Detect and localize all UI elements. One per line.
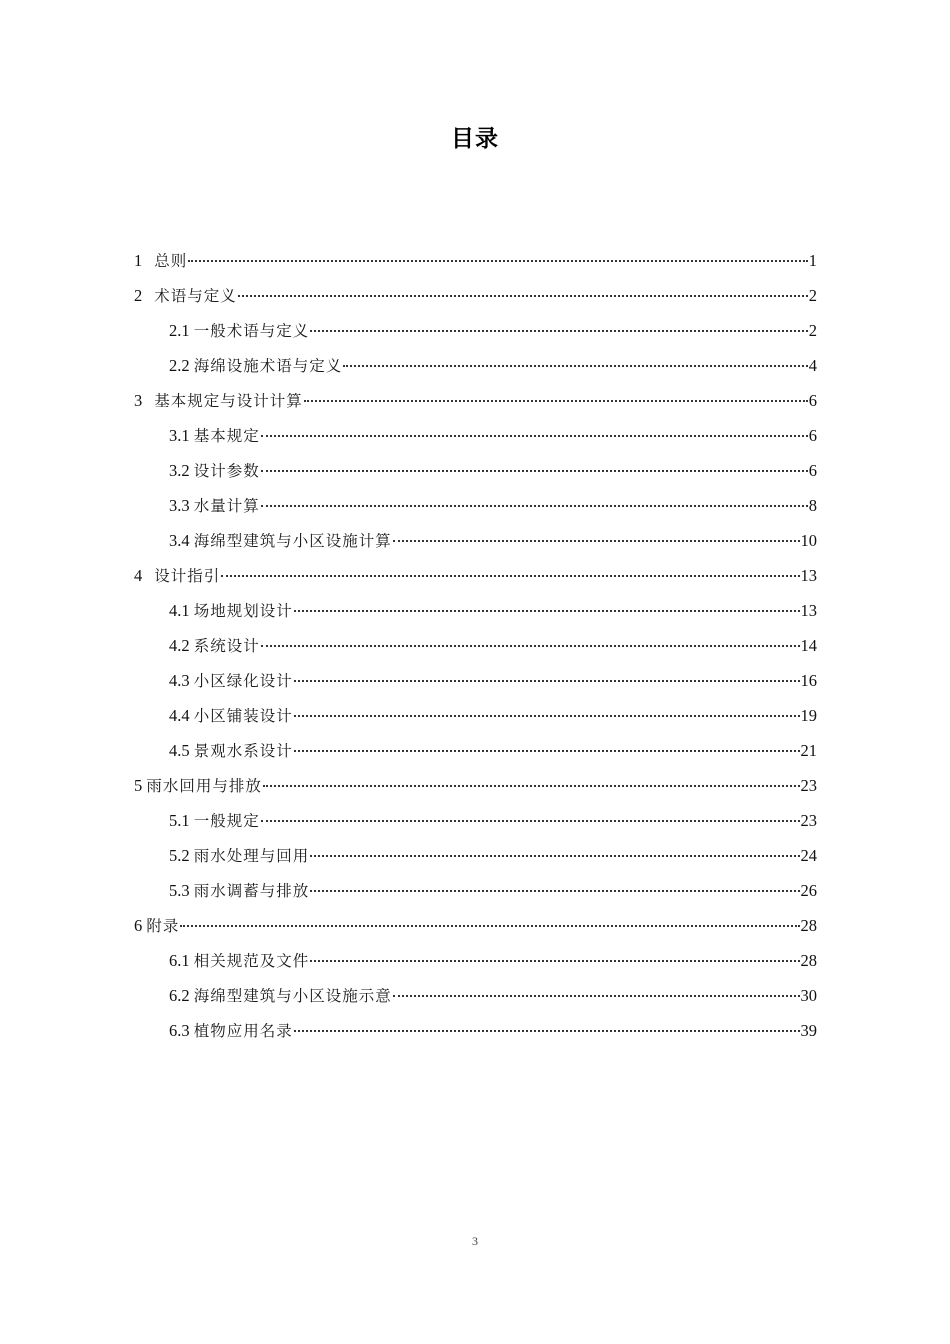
dot-leader [188, 260, 807, 262]
toc-entry[interactable] [134, 1018, 817, 1053]
toc-entry[interactable] [134, 913, 817, 948]
toc-entry[interactable] [134, 283, 817, 318]
dot-leader [294, 750, 800, 752]
toc-entry[interactable] [134, 878, 817, 913]
toc-entry-page: 2 [808, 286, 817, 305]
dot-leader [294, 1030, 800, 1032]
toc-entry-number: 3.1 [169, 426, 190, 445]
table-of-contents [134, 248, 817, 1053]
dot-leader [310, 330, 807, 332]
dot-leader [393, 995, 800, 997]
toc-entry-number: 6 [134, 916, 143, 935]
toc-entry-page: 6 [808, 391, 817, 410]
toc-entry-label: 场地规划设计 [193, 602, 293, 620]
toc-entry-label: 水量计算 [193, 497, 260, 515]
toc-entry-page: 6 [808, 426, 817, 445]
dot-leader [221, 575, 799, 577]
toc-entry-label: 小区绿化设计 [193, 672, 293, 690]
dot-leader [294, 610, 800, 612]
toc-entry-page: 21 [800, 741, 817, 760]
toc-entry-page: 8 [808, 496, 817, 515]
dot-leader [261, 435, 808, 437]
toc-entry-page: 4 [808, 356, 817, 375]
toc-entry-number: 1 [134, 251, 143, 270]
dot-leader [263, 785, 800, 787]
toc-entry-number: 2 [134, 286, 143, 305]
dot-leader [294, 715, 800, 717]
toc-entry-label: 基本规定与设计计算 [154, 392, 303, 410]
toc-entry[interactable] [134, 563, 817, 598]
dot-leader [261, 470, 808, 472]
dot-leader [261, 505, 808, 507]
toc-entry-number: 3.2 [169, 461, 190, 480]
toc-entry[interactable] [134, 633, 817, 668]
toc-entry-page: 10 [800, 531, 817, 550]
toc-entry-number: 2.1 [169, 321, 190, 340]
toc-entry-label: 雨水调蓄与排放 [193, 882, 310, 900]
toc-entry-label: 相关规范及文件 [193, 952, 310, 970]
toc-entry[interactable] [134, 423, 817, 458]
toc-entry-label: 基本规定 [193, 427, 260, 445]
dot-leader [238, 295, 808, 297]
toc-entry[interactable] [134, 493, 817, 528]
toc-entry[interactable] [134, 773, 817, 808]
dot-leader [310, 890, 799, 892]
toc-entry-label: 系统设计 [193, 637, 260, 655]
toc-entry-label: 雨水回用与排放 [146, 777, 262, 795]
toc-entry[interactable] [134, 808, 817, 843]
dot-leader [180, 925, 799, 927]
toc-entry-number: 3.4 [169, 531, 190, 550]
toc-entry-label: 海绵设施术语与定义 [193, 357, 343, 375]
toc-entry-label: 植物应用名录 [193, 1022, 293, 1040]
toc-entry-label: 术语与定义 [154, 287, 237, 305]
toc-entry-number: 4.2 [169, 636, 190, 655]
toc-entry-label: 总则 [154, 252, 188, 270]
toc-entry[interactable] [134, 668, 817, 703]
toc-entry-number: 4.1 [169, 601, 190, 620]
toc-entry-page: 26 [800, 881, 817, 900]
toc-entry-label: 雨水处理与回用 [193, 847, 310, 865]
toc-entry[interactable] [134, 248, 817, 283]
toc-entry-page: 14 [800, 636, 817, 655]
dot-leader [294, 680, 800, 682]
toc-entry-number: 3 [134, 391, 143, 410]
dot-leader [310, 960, 799, 962]
toc-entry-label: 海绵型建筑与小区设施计算 [193, 532, 392, 550]
toc-entry[interactable] [134, 703, 817, 738]
toc-entry-number: 5 [134, 776, 143, 795]
toc-entry-page: 23 [800, 776, 817, 795]
toc-entry-page: 13 [800, 601, 817, 620]
toc-entry-page: 6 [808, 461, 817, 480]
toc-entry-number: 4 [134, 566, 143, 585]
dot-leader [261, 645, 800, 647]
toc-entry-number: 4.5 [169, 741, 190, 760]
toc-entry[interactable] [134, 353, 817, 388]
dot-leader [261, 820, 800, 822]
toc-entry-number: 4.3 [169, 671, 190, 690]
toc-entry[interactable] [134, 458, 817, 493]
toc-entry-page: 16 [800, 671, 817, 690]
toc-entry[interactable] [134, 528, 817, 563]
dot-leader [393, 540, 800, 542]
toc-entry-number: 6.3 [169, 1021, 190, 1040]
toc-entry[interactable] [134, 738, 817, 773]
toc-entry-label: 一般术语与定义 [193, 322, 310, 340]
toc-entry-label: 一般规定 [193, 812, 260, 830]
dot-leader [343, 365, 807, 367]
toc-entry-label: 海绵型建筑与小区设施示意 [193, 987, 392, 1005]
toc-entry-page: 23 [800, 811, 817, 830]
toc-entry-page: 13 [800, 566, 817, 585]
toc-entry-label: 景观水系设计 [193, 742, 293, 760]
toc-entry-label: 附录 [146, 917, 180, 935]
toc-entry-number: 3.3 [169, 496, 190, 515]
toc-entry[interactable] [134, 983, 817, 1018]
page-number: 3 [472, 1234, 478, 1248]
toc-entry-number: 6.2 [169, 986, 190, 1005]
toc-entry-number: 5.1 [169, 811, 190, 830]
toc-entry-page: 19 [800, 706, 817, 725]
toc-entry-number: 5.2 [169, 846, 190, 865]
toc-entry-page: 30 [800, 986, 817, 1005]
toc-entry-page: 28 [800, 916, 817, 935]
toc-entry-number: 5.3 [169, 881, 190, 900]
toc-entry-label: 小区铺装设计 [193, 707, 293, 725]
toc-entry-page: 2 [808, 321, 817, 340]
toc-entry[interactable] [134, 318, 817, 353]
toc-entry[interactable] [134, 948, 817, 983]
toc-entry-page: 1 [808, 251, 817, 270]
toc-entry[interactable] [134, 388, 817, 423]
toc-entry-page: 39 [800, 1021, 817, 1040]
dot-leader [304, 400, 808, 402]
toc-entry-label: 设计指引 [154, 567, 221, 585]
toc-entry[interactable] [134, 843, 817, 878]
page-title: 目录 [451, 126, 499, 152]
toc-entry-page: 24 [800, 846, 817, 865]
toc-entry-number: 6.1 [169, 951, 190, 970]
toc-entry-number: 4.4 [169, 706, 190, 725]
dot-leader [310, 855, 799, 857]
toc-entry-number: 2.2 [169, 356, 190, 375]
toc-entry-page: 28 [800, 951, 817, 970]
toc-entry[interactable] [134, 598, 817, 633]
toc-entry-label: 设计参数 [193, 462, 260, 480]
